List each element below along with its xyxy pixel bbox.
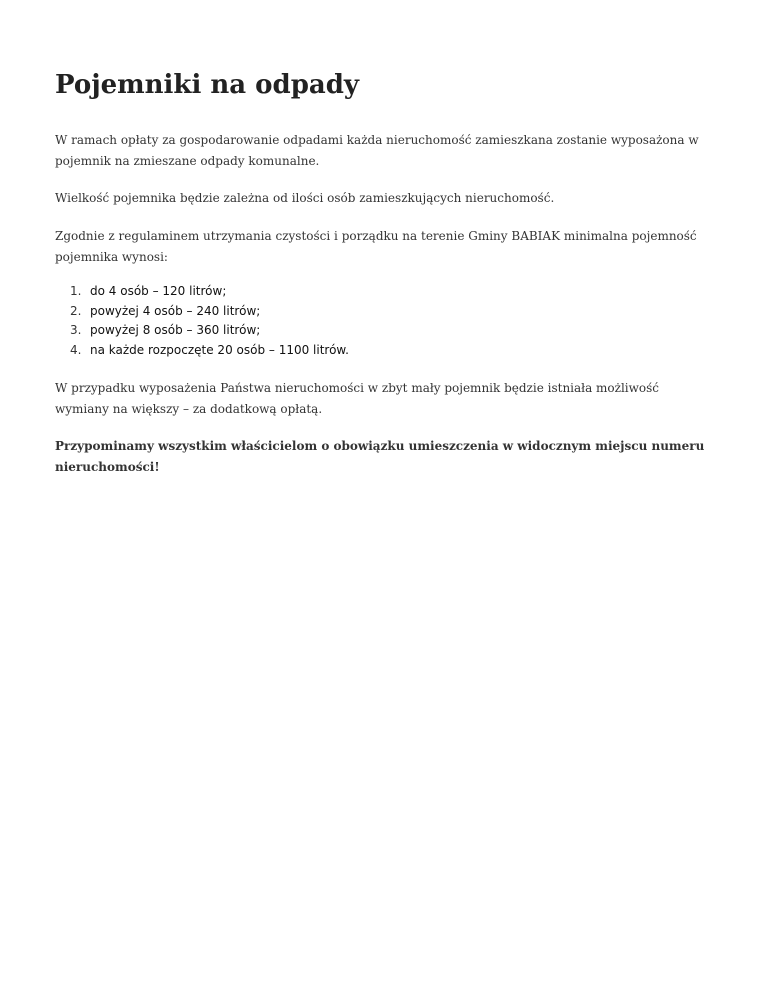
list-item-text: powyżej 8 osób – 360 litrów; bbox=[90, 323, 261, 337]
list-item-text: na każde rozpoczęte 20 osób – 1100 litrów. bbox=[90, 342, 349, 357]
page-title: Pojemniki na odpady bbox=[55, 70, 360, 100]
list-item-number: 1. bbox=[70, 284, 82, 298]
list-item-text: do 4 osób – 120 litrów; bbox=[90, 284, 227, 298]
list-item-number: 3. bbox=[70, 323, 82, 337]
capacity-list bbox=[55, 282, 349, 360]
paragraph-exchange: W przypadku wyposażenia Państwa nieruchomości w zbyt mały pojemnik będzie istniała możliwość wymiany na większy – za dodatkową opłatą. bbox=[55, 381, 660, 416]
paragraph-size: Wielkość pojemnika będzie zależna od ilości osób zamieszkujących nieruchomość. bbox=[55, 191, 555, 205]
list-item bbox=[55, 321, 349, 341]
paragraph-regulation: Zgodnie z regulaminem utrzymania czystości i porządku na terenie Gminy BABIAK minimalna pojemność pojemnika wynosi: bbox=[55, 229, 697, 264]
list-item bbox=[55, 302, 349, 322]
list-item bbox=[55, 341, 349, 361]
list-item-text: powyżej 4 osób – 240 litrów; bbox=[90, 303, 261, 318]
list-item-number: 2. bbox=[70, 303, 82, 318]
list-item-number: 4. bbox=[70, 342, 82, 357]
notice-text: Przypominamy wszystkim właścicielom o obowiązku umieszczenia w widocznym miejscu numeru nieruchomości! bbox=[55, 439, 705, 474]
list-item bbox=[55, 282, 349, 302]
paragraph-intro: W ramach opłaty za gospodarowanie odpadami każda nieruchomość zamieszkana zostanie wyposażona w pojemnik na zmieszane odpady komunalne. bbox=[55, 133, 699, 168]
